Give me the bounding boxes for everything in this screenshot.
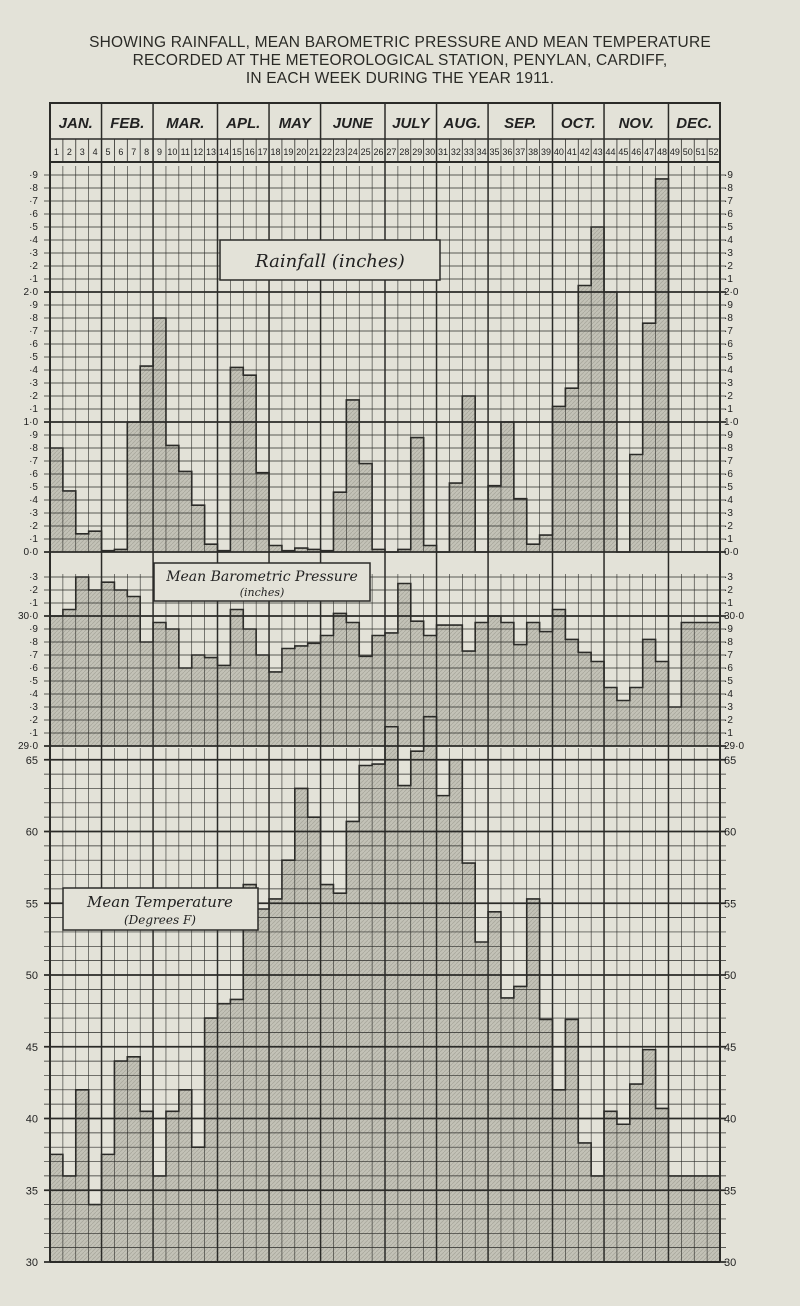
week-number: 9	[157, 147, 163, 157]
y-tick-right: ·4	[724, 235, 733, 246]
y-tick-left: ·3	[29, 572, 38, 583]
bar-week-37	[514, 499, 527, 552]
week-number: 28	[399, 147, 410, 157]
y-tick-right: ·1	[724, 534, 733, 545]
temperature-label-line1: Mean Temperature	[87, 893, 233, 911]
bar-week-27	[385, 727, 398, 1262]
bar-week-8	[140, 366, 153, 552]
week-number: 11	[180, 147, 190, 157]
bar-week-36	[501, 623, 514, 747]
bar-week-40	[553, 406, 566, 552]
y-tick-left: 35	[25, 1185, 38, 1198]
bar-week-41	[565, 1019, 578, 1262]
bar-week-32	[449, 760, 462, 1262]
y-tick-left: ·5	[29, 222, 38, 233]
y-tick-right: 65	[724, 754, 737, 767]
y-tick-left: ·8	[29, 313, 38, 324]
week-number: 29	[412, 147, 423, 157]
bar-week-29	[411, 751, 424, 1262]
bar-week-35	[488, 912, 501, 1262]
y-tick-right: ·9	[724, 624, 733, 635]
week-number: 13	[206, 147, 217, 157]
y-tick-right: ·1	[724, 404, 733, 415]
week-number: 26	[373, 147, 384, 157]
y-tick-left: ·5	[29, 482, 38, 493]
month-label: MAY	[278, 115, 311, 132]
y-tick-left: 40	[25, 1113, 38, 1126]
week-number: 52	[708, 147, 719, 157]
y-tick-right: 2·0	[724, 287, 739, 298]
month-label: AUG.	[443, 115, 482, 132]
y-tick-right: ·6	[724, 339, 733, 350]
bar-week-39	[540, 1019, 553, 1262]
month-label: JUNE	[332, 115, 373, 132]
y-tick-left: 60	[25, 826, 38, 839]
y-tick-left: ·6	[29, 339, 38, 350]
y-tick-right: 60	[724, 826, 737, 839]
bar-week-10	[166, 445, 179, 552]
y-tick-right: ·5	[724, 222, 733, 233]
y-tick-right: ·7	[724, 326, 733, 337]
bar-week-48	[656, 179, 669, 552]
bar-week-9	[153, 623, 166, 747]
week-number: 20	[296, 147, 307, 157]
y-tick-right: ·1	[724, 274, 733, 285]
bar-week-31	[437, 796, 450, 1262]
bar-week-33	[462, 651, 475, 746]
week-number: 44	[605, 147, 616, 157]
bar-week-22	[321, 885, 334, 1262]
temperature-cartouche	[63, 888, 258, 930]
y-tick-right: ·3	[724, 572, 733, 583]
bar-week-19	[282, 649, 295, 747]
week-number: 31	[437, 147, 448, 157]
bar-week-11	[179, 471, 192, 552]
y-tick-right: ·1	[724, 598, 733, 609]
barometer-label-line2: (inches)	[239, 586, 285, 599]
bar-week-50	[681, 623, 694, 747]
week-number: 15	[231, 147, 242, 157]
bar-week-3	[76, 577, 89, 746]
week-number: 25	[360, 147, 371, 157]
y-tick-right: 40	[724, 1113, 737, 1126]
y-tick-right: 45	[724, 1041, 737, 1054]
y-tick-left: ·5	[29, 676, 38, 687]
y-tick-right: ·8	[724, 183, 733, 194]
rainfall-label: Rainfall (inches)	[255, 251, 405, 272]
week-number: 16	[244, 147, 255, 157]
bar-week-17	[256, 655, 269, 746]
bar-week-39	[540, 535, 553, 552]
bar-week-29	[411, 438, 424, 552]
week-number: 5	[105, 147, 111, 157]
bar-week-26	[372, 764, 385, 1262]
y-tick-right: ·2	[724, 261, 733, 272]
y-tick-left: ·9	[29, 624, 38, 635]
bar-week-47	[643, 1050, 656, 1262]
bar-week-7	[127, 597, 140, 747]
y-tick-left: 29·0	[17, 741, 38, 752]
y-tick-right: ·7	[724, 650, 733, 661]
bar-week-48	[656, 1108, 669, 1262]
week-number: 17	[257, 147, 268, 157]
month-label: JAN.	[58, 115, 93, 132]
y-tick-left: 65	[25, 754, 38, 767]
bar-week-49	[668, 707, 681, 746]
y-tick-left: ·2	[29, 521, 38, 532]
y-tick-right: ·3	[724, 508, 733, 519]
y-tick-right: ·5	[724, 352, 733, 363]
bar-week-15	[230, 999, 243, 1262]
y-tick-left: ·4	[29, 235, 38, 246]
y-tick-right: 29·0	[724, 741, 745, 752]
month-label: JULY	[392, 115, 430, 132]
bar-week-51	[694, 623, 707, 747]
month-label: MAR.	[166, 115, 205, 132]
bar-week-5	[102, 582, 115, 746]
y-tick-left: ·5	[29, 352, 38, 363]
bar-week-16	[243, 629, 256, 746]
bar-week-24	[346, 623, 359, 747]
week-number: 3	[79, 147, 85, 157]
y-tick-right: 1·0	[724, 417, 739, 428]
y-tick-left: 2·0	[23, 287, 38, 298]
y-tick-right: 30	[724, 1257, 737, 1269]
y-tick-right: ·6	[724, 663, 733, 674]
barometer-cartouche	[154, 563, 370, 601]
y-tick-left: ·1	[29, 598, 38, 609]
y-tick-right: ·7	[724, 196, 733, 207]
week-number: 37	[515, 147, 526, 157]
bar-week-16	[243, 375, 256, 552]
y-tick-right: ·2	[724, 585, 733, 596]
week-number: 24	[347, 147, 358, 157]
bar-week-12	[192, 655, 205, 746]
title-line-2: RECORDED AT THE METEOROLOGICAL STATION, PENYLAN, CARDIFF,	[132, 52, 668, 69]
week-number: 30	[425, 147, 436, 157]
y-tick-right: ·1	[724, 728, 733, 739]
bar-week-3	[76, 534, 89, 552]
y-tick-right: ·5	[724, 676, 733, 687]
bar-week-46	[630, 1084, 643, 1262]
bar-week-18	[269, 546, 282, 553]
month-label: APL.	[226, 115, 261, 132]
y-tick-left: ·6	[29, 209, 38, 220]
month-label: SEP.	[504, 115, 537, 132]
bar-week-36	[501, 998, 514, 1262]
y-tick-left: 0·0	[23, 547, 38, 558]
week-number: 19	[283, 147, 294, 157]
week-number: 22	[322, 147, 333, 157]
bar-week-17	[256, 909, 269, 1262]
y-tick-left: ·7	[29, 196, 38, 207]
bar-week-43	[591, 227, 604, 552]
bar-week-52	[707, 623, 720, 747]
week-number: 35	[489, 147, 500, 157]
y-tick-left: ·2	[29, 585, 38, 596]
week-number: 8	[144, 147, 150, 157]
bar-week-20	[295, 646, 308, 746]
y-tick-right: ·5	[724, 482, 733, 493]
week-number: 7	[131, 147, 137, 157]
bar-week-14	[218, 665, 231, 746]
bar-week-47	[643, 323, 656, 552]
bar-week-4	[89, 531, 102, 552]
y-tick-left: ·4	[29, 689, 38, 700]
bar-week-15	[230, 610, 243, 747]
y-tick-right: ·9	[724, 300, 733, 311]
week-number: 23	[334, 147, 345, 157]
y-tick-left: ·1	[29, 534, 38, 545]
y-tick-right: ·3	[724, 248, 733, 259]
bar-week-24	[346, 821, 359, 1262]
rainfall-cartouche	[220, 240, 440, 280]
y-tick-left: 45	[25, 1041, 38, 1054]
y-tick-left: ·6	[29, 469, 38, 480]
y-tick-left: ·2	[29, 261, 38, 272]
bar-week-23	[333, 492, 346, 552]
week-number: 2	[66, 147, 72, 157]
y-tick-right: ·8	[724, 313, 733, 324]
y-tick-right: ·3	[724, 702, 733, 713]
week-number: 51	[695, 147, 706, 157]
week-number: 21	[309, 147, 320, 157]
y-tick-right: ·9	[724, 430, 733, 441]
bar-week-28	[398, 584, 411, 747]
week-number: 10	[167, 147, 178, 157]
y-tick-left: 1·0	[23, 417, 38, 428]
y-tick-right: ·2	[724, 521, 733, 532]
bar-week-23	[333, 893, 346, 1262]
y-tick-right: ·4	[724, 689, 733, 700]
week-number: 1	[53, 147, 59, 157]
y-tick-left: ·3	[29, 378, 38, 389]
y-tick-right: 30·0	[724, 611, 745, 622]
month-label: DEC.	[676, 115, 713, 132]
week-number: 41	[566, 147, 577, 157]
bar-week-39	[540, 632, 553, 746]
y-tick-left: ·2	[29, 715, 38, 726]
week-number: 42	[579, 147, 590, 157]
y-tick-right: ·2	[724, 715, 733, 726]
bar-week-13	[205, 1018, 218, 1262]
y-tick-right: ·2	[724, 391, 733, 402]
bar-week-37	[514, 986, 527, 1262]
bar-week-47	[643, 639, 656, 746]
y-tick-left: ·4	[29, 365, 38, 376]
week-number: 48	[657, 147, 668, 157]
week-number: 6	[118, 147, 124, 157]
barometer-label-line1: Mean Barometric Pressure	[166, 569, 358, 585]
bar-week-25	[359, 656, 372, 746]
y-tick-left: 50	[25, 970, 38, 982]
y-tick-left: ·9	[29, 430, 38, 441]
y-tick-right: ·6	[724, 209, 733, 220]
bar-week-29	[411, 621, 424, 746]
week-number: 43	[592, 147, 603, 157]
bar-week-12	[192, 505, 205, 552]
week-number: 49	[669, 147, 680, 157]
y-tick-left: ·1	[29, 274, 38, 285]
bar-week-10	[166, 1111, 179, 1262]
bar-week-38	[527, 623, 540, 747]
bar-week-13	[205, 544, 218, 552]
y-tick-right: 0·0	[724, 547, 739, 558]
y-tick-right: ·6	[724, 469, 733, 480]
bar-week-46	[630, 455, 643, 553]
month-label: NOV.	[618, 115, 654, 132]
y-tick-left: ·8	[29, 183, 38, 194]
y-tick-left: ·3	[29, 702, 38, 713]
bar-week-8	[140, 1111, 153, 1262]
bar-week-41	[565, 388, 578, 552]
bar-week-2	[63, 610, 76, 747]
week-number: 4	[92, 147, 98, 157]
bar-week-18	[269, 672, 282, 746]
bar-week-45	[617, 1124, 630, 1262]
bar-week-34	[475, 623, 488, 747]
y-tick-left: 55	[25, 898, 38, 911]
week-number: 27	[386, 147, 397, 157]
month-label: FEB.	[110, 115, 145, 132]
bar-week-21	[308, 817, 321, 1262]
bar-week-7	[127, 1057, 140, 1262]
bar-week-32	[449, 483, 462, 552]
y-tick-left: ·4	[29, 495, 38, 506]
y-tick-right: 35	[724, 1185, 737, 1198]
week-number: 45	[618, 147, 629, 157]
y-tick-left: ·3	[29, 248, 38, 259]
bar-week-32	[449, 625, 462, 746]
month-label: OCT.	[560, 115, 596, 132]
y-tick-left: ·9	[29, 170, 38, 181]
bar-week-10	[166, 629, 179, 746]
bar-week-41	[565, 639, 578, 746]
bar-week-44	[604, 1111, 617, 1262]
y-tick-left: ·9	[29, 300, 38, 311]
bar-week-42	[578, 652, 591, 746]
week-number: 47	[644, 147, 655, 157]
bar-week-38	[527, 544, 540, 552]
y-tick-left: ·7	[29, 650, 38, 661]
week-number: 50	[682, 147, 693, 157]
title-line-1: SHOWING RAINFALL, MEAN BAROMETRIC PRESSURE AND MEAN TEMPERATURE	[89, 34, 711, 51]
week-number: 46	[631, 147, 642, 157]
y-tick-right: ·4	[724, 495, 733, 506]
bar-week-15	[230, 367, 243, 552]
bar-week-35	[488, 486, 501, 552]
bar-week-40	[553, 610, 566, 747]
week-number: 32	[450, 147, 461, 157]
bar-week-17	[256, 473, 269, 552]
y-tick-left: ·7	[29, 326, 38, 337]
bar-week-25	[359, 765, 372, 1262]
y-tick-right: ·4	[724, 365, 733, 376]
bar-week-44	[604, 688, 617, 747]
week-number: 12	[193, 147, 204, 157]
bar-week-1	[50, 1154, 63, 1262]
y-tick-left: ·6	[29, 663, 38, 674]
bar-week-42	[578, 1143, 591, 1262]
y-tick-left: ·8	[29, 637, 38, 648]
y-tick-right: 55	[724, 898, 737, 911]
bar-week-5	[102, 1154, 115, 1262]
bar-week-30	[424, 546, 437, 553]
week-number: 33	[463, 147, 474, 157]
bar-week-38	[527, 899, 540, 1262]
bar-week-37	[514, 645, 527, 746]
bar-week-34	[475, 942, 488, 1262]
bar-week-46	[630, 688, 643, 747]
bar-week-21	[308, 643, 321, 746]
y-tick-right: ·7	[724, 456, 733, 467]
bar-week-42	[578, 286, 591, 553]
week-number: 14	[218, 147, 229, 157]
y-tick-right: ·8	[724, 443, 733, 454]
bar-week-26	[372, 636, 385, 747]
week-number: 18	[270, 147, 281, 157]
y-tick-left: ·1	[29, 404, 38, 415]
y-tick-right: ·3	[724, 378, 733, 389]
week-number: 36	[502, 147, 513, 157]
y-tick-left: 30·0	[17, 611, 38, 622]
bar-week-22	[321, 636, 334, 747]
bar-week-18	[269, 899, 282, 1262]
week-number: 40	[553, 147, 564, 157]
y-tick-left: ·7	[29, 456, 38, 467]
bar-week-31	[437, 625, 450, 746]
y-tick-left: 30	[25, 1257, 38, 1269]
week-number: 38	[528, 147, 539, 157]
y-tick-left: ·3	[29, 508, 38, 519]
week-number: 39	[541, 147, 552, 157]
title-line-3: IN EACH WEEK DURING THE YEAR 1911.	[245, 70, 555, 87]
y-tick-left: ·2	[29, 391, 38, 402]
y-tick-left: ·1	[29, 728, 38, 739]
temperature-label-line2: (Degrees F)	[123, 913, 197, 927]
y-tick-right: 50	[724, 970, 737, 982]
bar-week-33	[462, 863, 475, 1262]
week-number: 34	[476, 147, 487, 157]
y-tick-left: ·8	[29, 443, 38, 454]
y-tick-right: ·9	[724, 170, 733, 181]
y-tick-right: ·8	[724, 637, 733, 648]
bar-week-23	[333, 613, 346, 746]
bar-week-16	[243, 885, 256, 1262]
